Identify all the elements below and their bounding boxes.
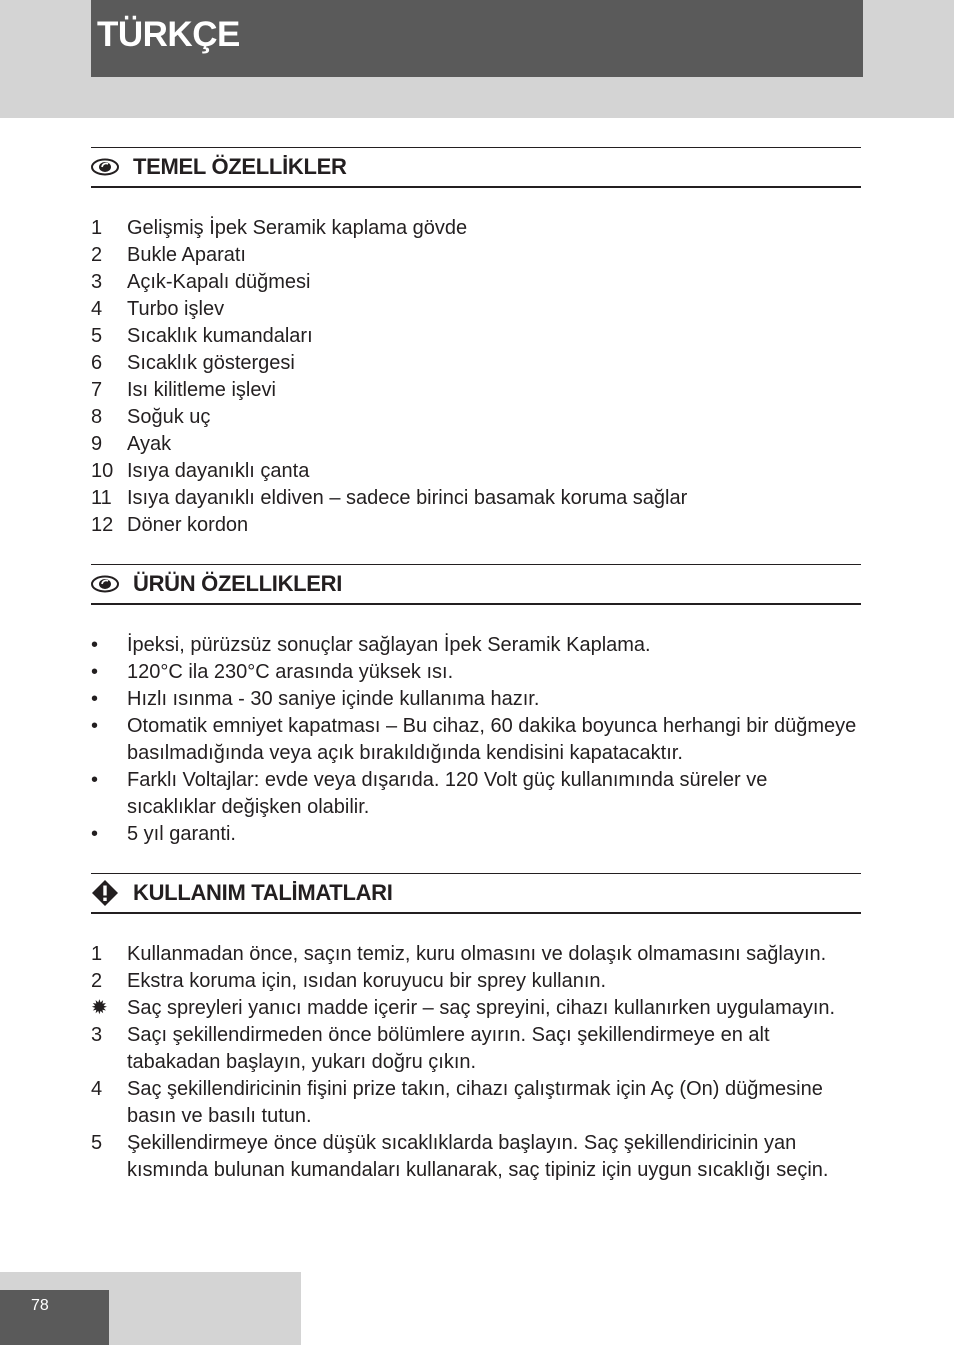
bullet-list: [91, 632, 861, 848]
section-heading: [91, 147, 861, 188]
item-text: Ayak: [127, 433, 172, 455]
item-marker: •: [91, 634, 99, 656]
list-item: [91, 323, 861, 350]
item-marker: 10: [91, 460, 114, 482]
list-item: [91, 968, 861, 995]
section-heading: [91, 873, 861, 914]
item-marker: •: [91, 715, 99, 737]
list-item: [91, 686, 861, 713]
section-heading-text: ÜRÜN ÖZELLIKLERI: [133, 571, 343, 596]
item-text: Isıya dayanıklı eldiven – sadece birinci basamak koruma sağlar: [127, 487, 688, 509]
list-item: [91, 512, 861, 539]
item-marker: •: [91, 661, 99, 683]
item-text: Farklı Voltajlar: evde veya dışarıda. 120 Volt güç kullanımında süreler ve sıcaklıklar değişken olabilir.: [127, 769, 768, 818]
item-text: Saç spreyleri yanıcı madde içerir – saç spreyini, cihazı kullanırken uygulamayın.: [127, 997, 836, 1019]
item-text: Sıcaklık göstergesi: [127, 352, 295, 374]
item-text: Soğuk uç: [127, 406, 211, 428]
instruction-list: [91, 941, 861, 1184]
item-text: 5 yıl garanti.: [127, 823, 236, 845]
section-heading-text: TEMEL ÖZELLİKLER: [133, 154, 347, 179]
c-eye-icon: [91, 157, 119, 177]
item-text: Gelişmiş İpek Seramik kaplama gövde: [127, 217, 468, 239]
page-title: TÜRKÇE: [91, 0, 863, 77]
list-item: [91, 659, 861, 686]
list-item: [91, 1076, 861, 1130]
item-marker: 12: [91, 514, 114, 536]
list-item: [91, 995, 861, 1022]
list-item: [91, 296, 861, 323]
list-item: [91, 269, 861, 296]
list-item: [91, 485, 861, 512]
item-text: Turbo işlev: [127, 298, 225, 320]
item-marker: 8: [91, 406, 103, 428]
item-text: Kullanmadan önce, saçın temiz, kuru olmasını ve dolaşık olmamasını sağlayın.: [127, 943, 827, 965]
item-text: Şekillendirmeye önce düşük sıcaklıklarda başlayın. Saç şekillendiricinin yan kısmında bulunan kumandaları kullanarak, saç tipiniz için uygun sıcaklığı seçin.: [127, 1132, 829, 1181]
list-item: [91, 632, 861, 659]
item-marker: 7: [91, 379, 103, 401]
item-marker: 6: [91, 352, 103, 374]
warning-diamond-icon: [91, 883, 119, 903]
list-item: [91, 377, 861, 404]
item-marker: •: [91, 769, 99, 791]
item-text: Saç şekillendiricinin fişini prize takın, cihazı çalıştırmak için Aç (On) düğmesine basın ve basılı tutun.: [127, 1078, 823, 1127]
section-instructions: [91, 873, 861, 1184]
list-item: [91, 431, 861, 458]
item-text: Bukle Aparatı: [127, 244, 246, 266]
item-marker: 11: [91, 487, 112, 509]
list-item: [91, 242, 861, 269]
item-text: Döner kordon: [127, 514, 249, 536]
item-marker: 2: [91, 244, 103, 266]
section-product-features: [91, 564, 861, 848]
item-text: 120°C ila 230°C arasında yüksek ısı.: [127, 661, 454, 683]
item-marker: •: [91, 688, 99, 710]
item-text: İpeksi, pürüzsüz sonuçlar sağlayan İpek Seramik Kaplama.: [127, 634, 651, 656]
list-item: [91, 404, 861, 431]
item-marker: 1: [91, 943, 103, 965]
item-marker: 2: [91, 970, 103, 992]
section-heading: [91, 564, 861, 605]
starburst-warning-icon: ✹: [91, 997, 108, 1019]
list-item: [91, 821, 861, 848]
feature-list: [91, 215, 861, 539]
item-marker: 3: [91, 1024, 103, 1046]
list-item: [91, 458, 861, 485]
list-item: [91, 1130, 861, 1184]
list-item: [91, 1022, 861, 1076]
item-marker: 4: [91, 1078, 103, 1100]
item-text: Isı kilitleme işlevi: [127, 379, 276, 401]
item-marker: 3: [91, 271, 103, 293]
item-text: Hızlı ısınma - 30 saniye içinde kullanıma hazır.: [127, 688, 540, 710]
list-item: [91, 713, 861, 767]
item-text: Isıya dayanıklı çanta: [127, 460, 310, 482]
list-item: [91, 350, 861, 377]
item-marker: •: [91, 823, 99, 845]
item-text: Otomatik emniyet kapatması – Bu cihaz, 60 dakika boyunca herhangi bir düğmeye basılmadığında veya açık bırakıldığında kendisini kapatacaktır.: [127, 715, 857, 764]
page-number: 78: [0, 1290, 109, 1345]
list-item: [91, 215, 861, 242]
item-marker: 1: [91, 217, 103, 239]
item-marker: 5: [91, 325, 103, 347]
c-eye-icon: [91, 574, 119, 594]
item-marker: 5: [91, 1132, 103, 1154]
item-text: Sıcaklık kumandaları: [127, 325, 313, 347]
item-text: Ekstra koruma için, ısıdan koruyucu bir sprey kullanın.: [127, 970, 607, 992]
section-features: [91, 147, 861, 539]
section-heading-text: KULLANIM TALİMATLARI: [133, 880, 393, 905]
list-item: [91, 767, 861, 821]
item-marker: 4: [91, 298, 103, 320]
list-item: [91, 941, 861, 968]
item-marker: 9: [91, 433, 103, 455]
item-text: Saçı şekillendirmeden önce bölümlere ayırın. Saçı şekillendirmeye en alt tabakadan başlayın, yukarı doğru çıkın.: [127, 1024, 770, 1073]
item-text: Açık-Kapalı düğmesi: [127, 271, 311, 293]
